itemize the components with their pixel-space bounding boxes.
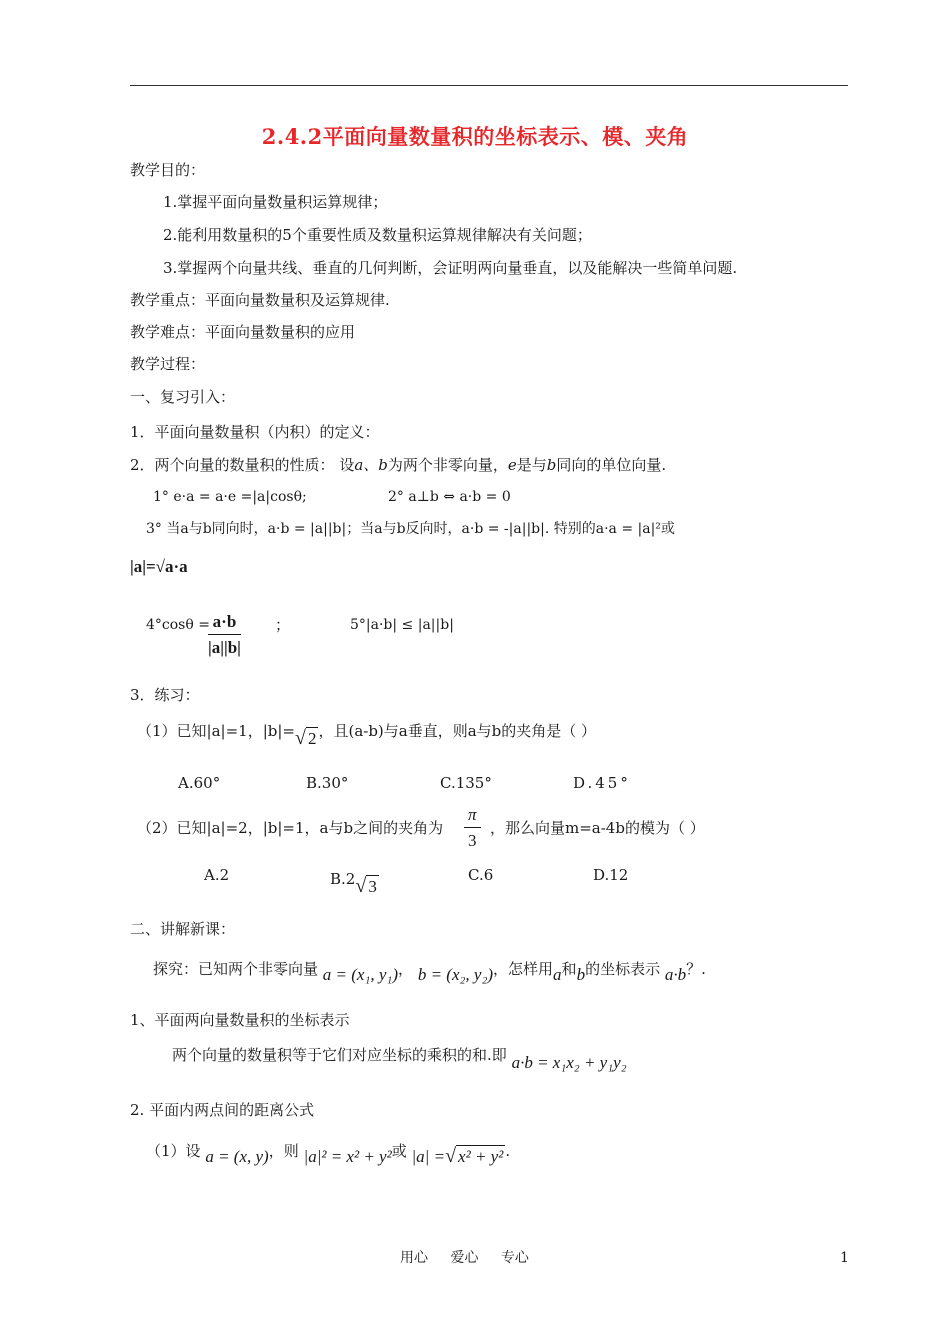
cos-fraction [208, 612, 241, 658]
page-title: 2.4.2平面向量数量积的坐标表示、模、夹角 [261, 124, 689, 149]
property-2: 2° a⊥b ⇔ a·b = 0 [388, 489, 511, 505]
property-4-label: 4°cosθ = [146, 617, 210, 633]
property-4-separator: ； [275, 616, 291, 634]
exercise-1-choice-c: C.135° [440, 774, 492, 792]
exercise-2-part-1: （2）已知|a|=2，|b|=1，a与b之间的夹角为 [137, 819, 444, 837]
page-number: 1 [840, 1250, 849, 1266]
sqrt-2: √ 2 [294, 727, 317, 749]
subsection-1-text: 两个向量的数量积等于它们对应坐标的乘积的和.即 a·b = x₁x₂ + y₁y₂ [172, 1046, 627, 1072]
goal-1: 1.掌握平面向量数量积运算规律； [163, 193, 388, 211]
goal-2: 2.能利用数量积的5个重要性质及数量积运算规律解决有关问题； [163, 226, 592, 244]
modulus-formula: |a|=√a·a [130, 557, 188, 576]
section-new-lesson: 二、讲解新课： [130, 920, 236, 938]
exercise-2-choice-d: D.12 [593, 866, 629, 884]
coordinate-dot-product-formula: a·b = x₁x₂ + y₁y₂ [511, 1053, 627, 1072]
process-label: 教学过程： [130, 355, 206, 373]
distance-line: （1）设 a = (x, y)，则 |a|² = x² + y²或 |a| =√ x² + y² . [146, 1142, 511, 1167]
item-properties: 2．两个向量的数量积的性质： 设a、b为两个非零向量，e是与b同向的单位向量. [130, 456, 667, 474]
property-5: 5°|a·b| ≤ |a||b| [350, 617, 454, 633]
exercise-2-choice-a: A.2 [204, 866, 230, 884]
header-rule [130, 85, 848, 86]
subsection-1: 1、平面两向量数量积的坐标表示 [130, 1011, 350, 1029]
subsection-2: 2. 平面内两点间的距离公式 [130, 1101, 315, 1119]
exercise-1: （1）已知|a|=1，|b|=√ 2 ，且(a-b)与a垂直，则a与b的夹角是（ ） [137, 722, 597, 749]
sqrt-x2-y2: √ x² + y² [445, 1145, 504, 1167]
item-practice: 3．练习： [130, 686, 200, 704]
goals-label: 教学目的： [130, 161, 206, 179]
exercise-1-choice-a: A.60° [178, 774, 221, 792]
sqrt-3: √ 3 [355, 875, 377, 897]
cos-fraction-denominator: |a||b| [208, 638, 241, 657]
exercise-2-choice-c: C.6 [468, 866, 494, 884]
pi-over-3: $\frac{\pi}{3}$ [464, 805, 481, 851]
cos-fraction-numerator: a·b [208, 612, 241, 635]
section-review: 一、复习引入： [130, 388, 236, 406]
exercise-1-choice-d: D.45° [573, 774, 631, 792]
goal-3: 3.掌握两个向量共线、垂直的几何判断，会证明两向量垂直，以及能解决一些简单问题. [163, 259, 738, 277]
property-1: 1° e·a = a·e =|a|cosθ; [153, 489, 307, 505]
property-3: 3° 当a与b同向时，a·b = |a||b|；当a与b反向时，a·b = -|a||b|. 特别的a·a = |a|²或 [146, 521, 675, 537]
key-point: 教学重点：平面向量数量积及运算规律. [130, 291, 390, 309]
explore-line: 探究：已知两个非零向量 a = (x₁, y₁)， b = (x₂, y₂)，怎样用a和b的坐标表示 a·b？. [153, 960, 706, 984]
exercise-2-choice-b: B.2√ 3 [330, 870, 377, 897]
difficulty: 教学难点：平面向量数量积的应用 [130, 323, 356, 341]
exercise-1-choice-b: B.30° [306, 774, 349, 792]
item-definition: 1．平面向量数量积（内积）的定义： [130, 423, 380, 441]
footer-motto: 用心 爱心 专心 [400, 1250, 529, 1266]
exercise-2-part-2: ，那么向量m=a-4b的模为（ ） [490, 819, 705, 837]
